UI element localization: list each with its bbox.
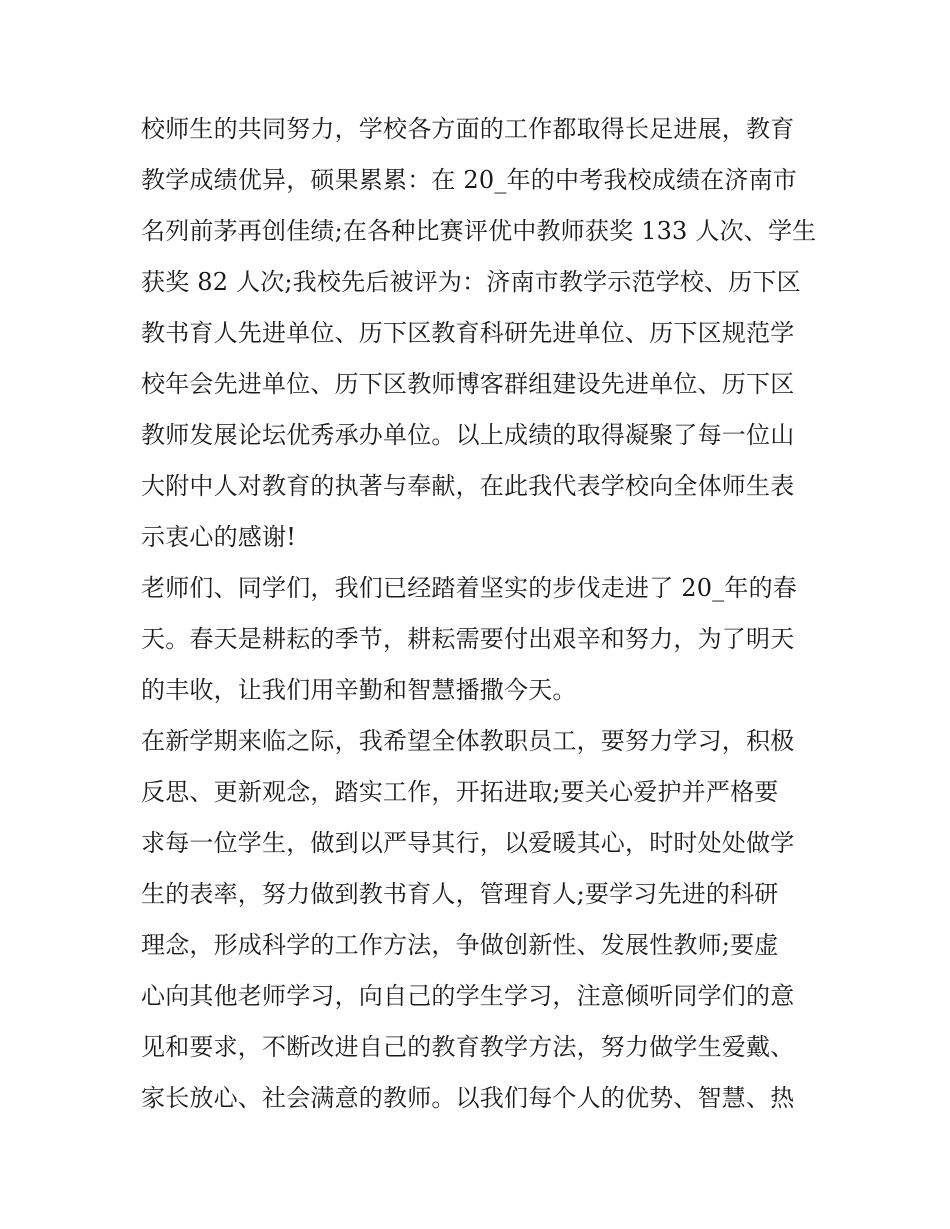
text-line: 老师们、同学们，我们已经踏着坚实的步伐走进了 20_年的春: [141, 574, 797, 602]
text-line: 见和要求，不断改进自己的教育教学方法，努力做学生爱戴、: [141, 1033, 795, 1061]
text-line: 在新学期来临之际，我希望全体教职员工，要努力学习，积极: [141, 727, 795, 755]
text-line: 天。春天是耕耘的季节，耕耘需要付出艰辛和努力，为了明天: [141, 625, 795, 653]
text-line: 求每一位学生，做到以严导其行，以爱暖其心，时时处处做学: [141, 829, 795, 857]
text-line: 大附中人对教育的执著与奉献，在此我代表学校向全体师生表: [141, 472, 795, 500]
text-line: 名列前茅再创佳绩;在各种比赛评优中教师获奖 133 人次、学生: [141, 217, 817, 245]
text-line: 校年会先进单位、历下区教师博客群组建设先进单位、历下区: [141, 370, 795, 398]
text-line: 教师发展论坛优秀承办单位。以上成绩的取得凝聚了每一位山: [141, 421, 795, 449]
text-line: 反思、更新观念，踏实工作，开拓进取;要关心爱护并严格要: [141, 778, 779, 806]
text-line: 心向其他老师学习，向自己的学生学习，注意倾听同学们的意: [141, 982, 795, 1010]
text-line: 生的表率，努力做到教书育人，管理育人;要学习先进的科研: [141, 880, 779, 908]
text-line: 获奖 82 人次;我校先后被评为：济南市教学示范学校、历下区: [141, 268, 801, 296]
text-line: 校师生的共同努力，学校各方面的工作都取得长足进展，教育: [141, 115, 795, 143]
text-line: 教书育人先进单位、历下区教育科研先进单位、历下区规范学: [141, 319, 795, 347]
text-line: 理念，形成科学的工作方法，争做创新性、发展性教师;要虚: [141, 931, 779, 959]
text-line: 的丰收，让我们用辛勤和智慧播撒今天。: [141, 676, 577, 704]
body-text: [141, 104, 821, 1124]
text-line: 示衷心的感谢!: [141, 523, 297, 551]
text-line: 家长放心、社会满意的教师。以我们每个人的优势、智慧、热: [141, 1084, 795, 1112]
text-line: 教学成绩优异，硕果累累：在 20_年的中考我校成绩在济南市: [141, 166, 797, 194]
